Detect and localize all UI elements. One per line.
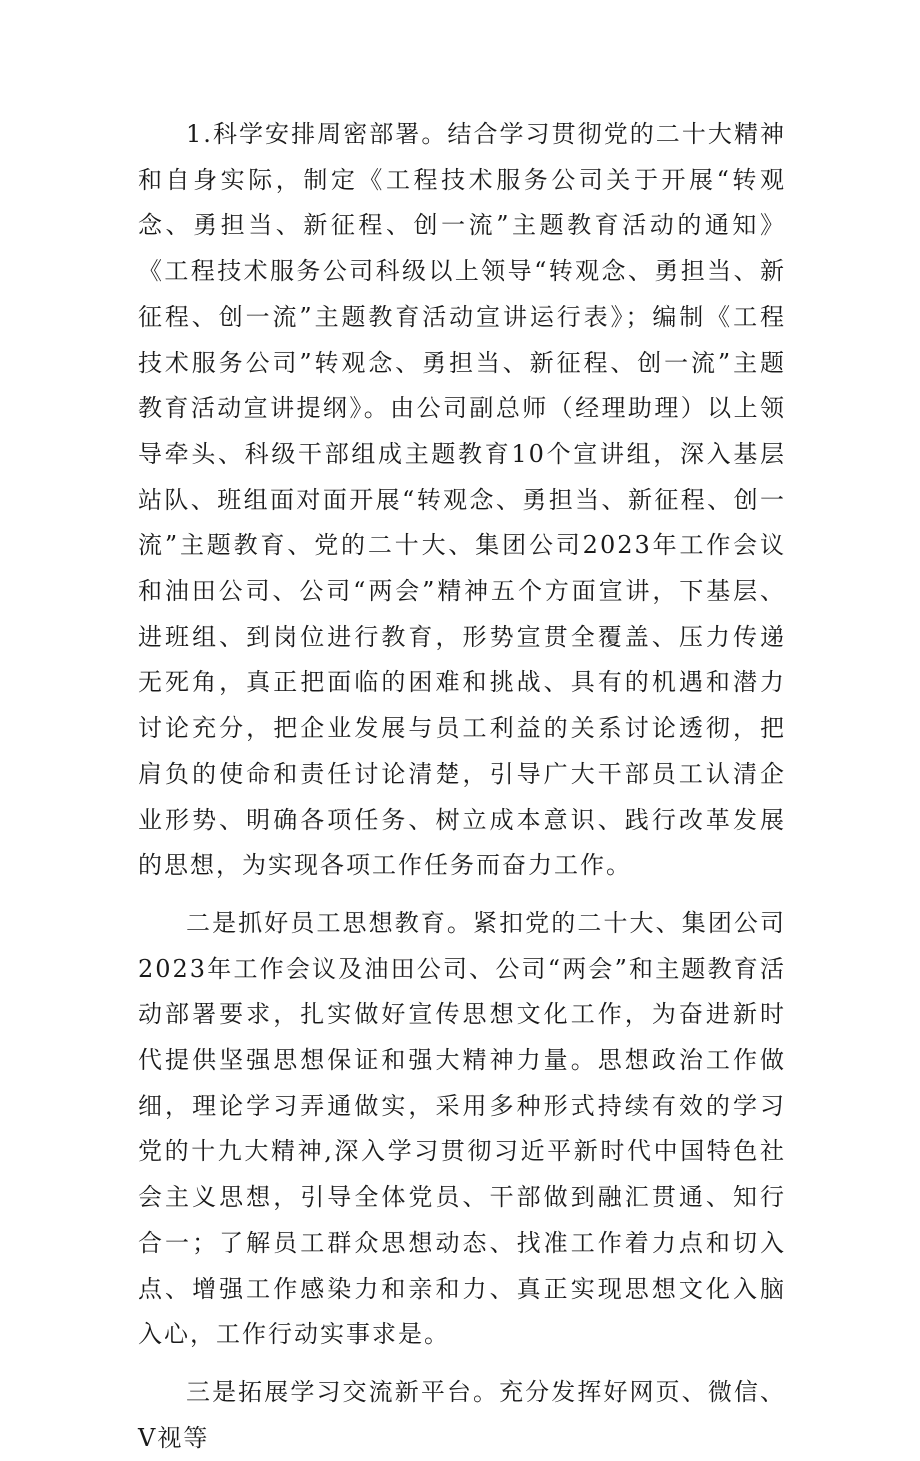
paragraph-3: 三是拓展学习交流新平台。充分发挥好网页、微信、V视等 xyxy=(138,1377,786,1452)
paragraph-1: 1.科学安排周密部署。结合学习贯彻党的二十大精神和自身实际，制定《工程技术服务公司关于开展“转观念、勇担当、新征程、创一流”主题教育活动的通知》《工程技术服务公司科级以上领导“转观念、勇担当、新征程、创一流”主题教育活动宣讲运行表》；编制《工程技术服务公司”转观念、勇担当、新征程、创一流”主题教育活动宣讲提纲》。由公司副总师（经理助理）以上领导牵头、科级干部组成主题教育10个宣讲组，深入基层站队、班组面对面开展“转观念、勇担当、新征程、创一流”主题教育、党的二十大、集团公司2023年工作会议和油田公司、公司“两会”精神五个方面宣讲，下基层、进班组、到岗位进行教育，形势宣贯全覆盖、压力传递无死角，真正把面临的困难和挑战、具有的机遇和潜力讨论充分，把企业发展与员工利益的关系讨论透彻，把肩负的使命和责任讨论清楚，引导广大干部员工认清企业形势、明确各项任务、树立成本意识、践行改革发展的思想，为实现各项工作任务而奋力工作。 xyxy=(138,120,786,880)
paragraph-2: 二是抓好员工思想教育。紧扣党的二十大、集团公司2023年工作会议及油田公司、公司“两会”和主题教育活动部署要求，扎实做好宣传思想文化工作，为奋进新时代提供坚强思想保证和强大精神力量。思想政治工作做细，理论学习弄通做实，采用多种形式持续有效的学习党的十九大精神,深入学习贯彻习近平新时代中国特色社会主义思想，引导全体党员、干部做到融汇贯通、知行合一；了解员工群众思想动态、找准工作着力点和切入点、增强工作感染力和亲和力、真正实现思想文化入脑入心，工作行动实事求是。 xyxy=(138,908,786,1349)
body-text xyxy=(138,112,786,1461)
